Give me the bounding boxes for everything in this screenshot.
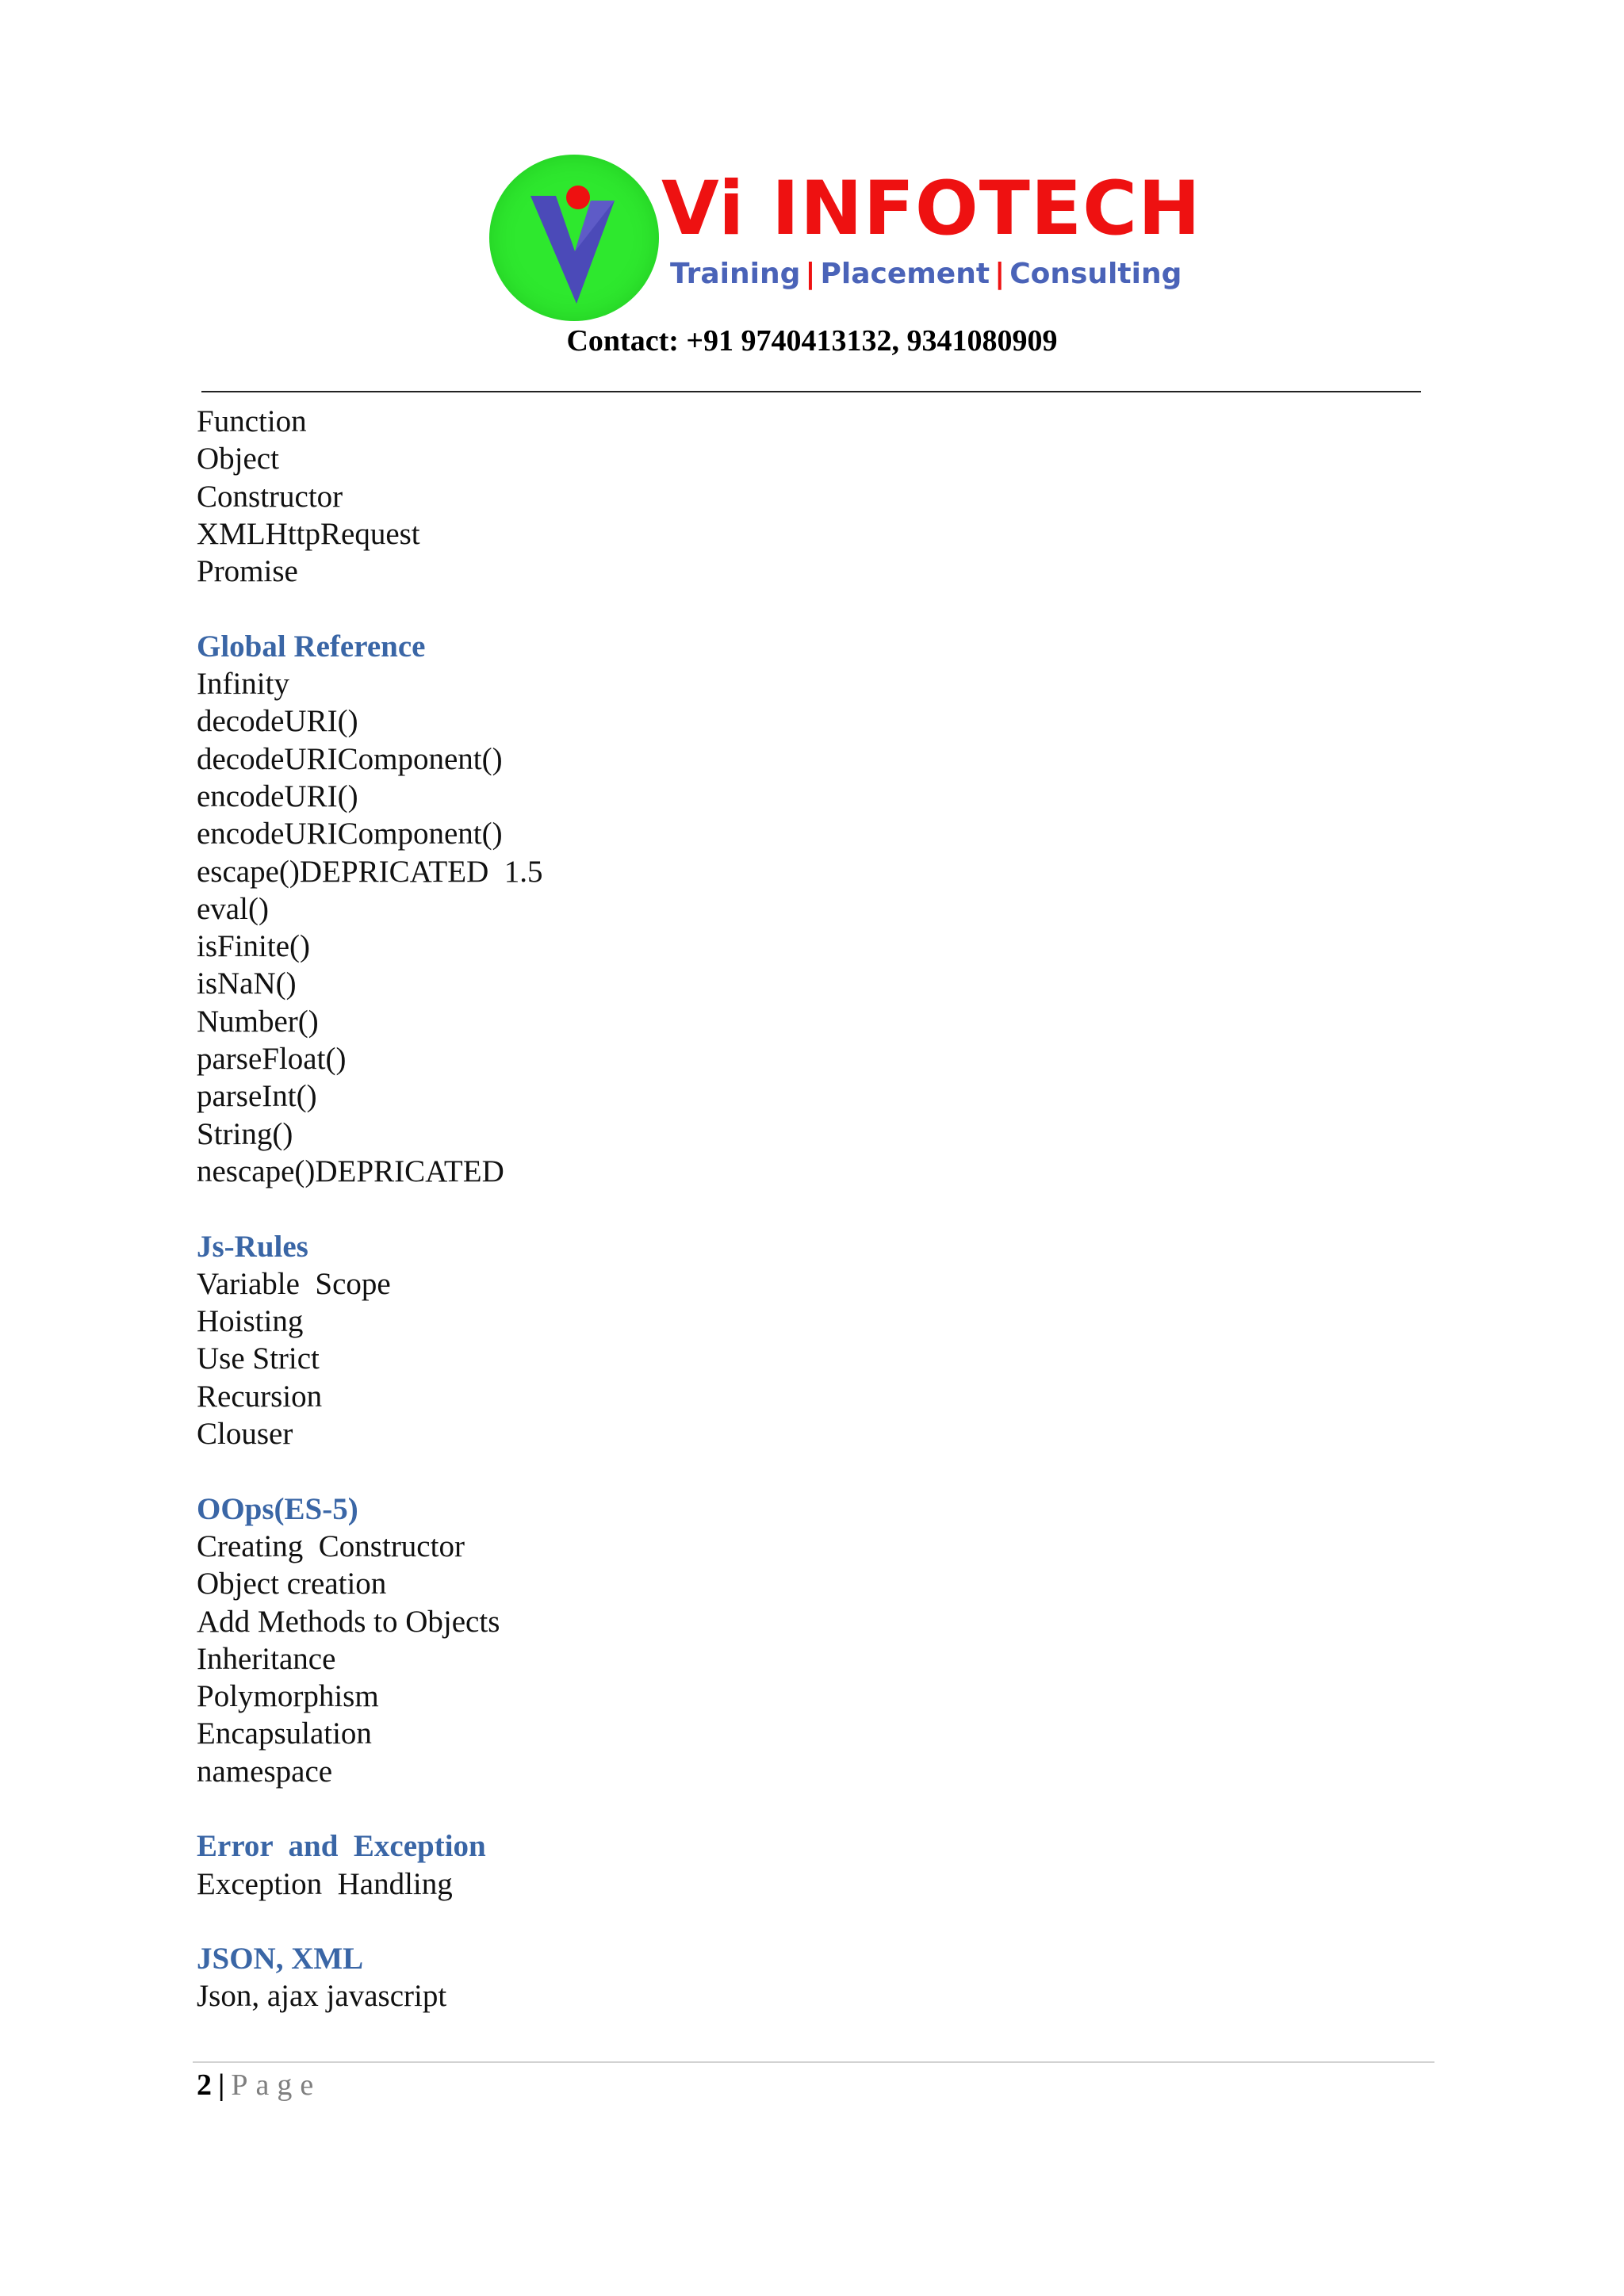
page-footer <box>197 2066 321 2104</box>
list-item: Inheritance <box>197 1641 336 1676</box>
list-item: Add Methods to Objects <box>197 1604 500 1639</box>
list-item: parseFloat() <box>197 1042 347 1077</box>
list-item: isFinite() <box>197 929 310 964</box>
list-item: encodeURIComponent() <box>197 817 503 851</box>
list-item: decodeURIComponent() <box>197 741 503 776</box>
brand-name: Vi INFOTECH <box>661 166 1201 252</box>
section-heading: Global Reference <box>197 629 426 664</box>
list-item: nescape()DEPRICATED <box>197 1154 504 1188</box>
list-item: Number() <box>197 1004 319 1039</box>
list-item: eval() <box>197 891 269 926</box>
header-divider <box>201 391 1421 392</box>
tagline-consulting: Consulting <box>1009 258 1182 290</box>
vi-logo-graphic <box>489 155 659 321</box>
list-item: Use Strict <box>197 1341 320 1376</box>
page-number: 2 <box>197 2068 212 2102</box>
section-oops <box>197 1490 1386 1790</box>
list-item: Promise <box>197 554 298 589</box>
tagline-placement: Placement <box>820 258 990 290</box>
section-heading: Error and Exception <box>197 1829 486 1864</box>
list-item: Creating Constructor <box>197 1529 465 1563</box>
list-item: Json, ajax javascript <box>197 1979 447 2014</box>
company-logo <box>489 153 1201 327</box>
intro-list <box>197 403 1386 590</box>
list-item: namespace <box>197 1754 333 1789</box>
list-item: Polymorphism <box>197 1679 379 1714</box>
footer-divider <box>193 2061 1434 2063</box>
list-item: Object <box>197 442 279 476</box>
page-content <box>197 403 1386 2015</box>
list-item: Exception Handling <box>197 1866 453 1901</box>
contact-line: Contact: +91 9740413132, 9341080909 <box>566 324 1058 358</box>
section-heading: OOps(ES-5) <box>197 1491 358 1526</box>
section-global-reference <box>197 628 1386 1190</box>
list-item: encodeURI() <box>197 779 358 813</box>
list-item: escape()DEPRICATED 1.5 <box>197 854 543 889</box>
section-heading: JSON, XML <box>197 1942 364 1976</box>
brand-tagline <box>670 260 1182 289</box>
section-js-rules <box>197 1228 1386 1453</box>
spacer <box>197 1903 1386 1940</box>
list-item: String() <box>197 1116 293 1151</box>
list-item: Constructor <box>197 479 343 514</box>
list-item: Infinity <box>197 667 289 702</box>
list-item: XMLHttpRequest <box>197 516 420 551</box>
list-item: Recursion <box>197 1379 323 1414</box>
list-item: parseInt() <box>197 1079 317 1114</box>
page-label: Page <box>231 2068 322 2102</box>
tagline-training: Training <box>670 258 801 290</box>
section-json-xml <box>197 1940 1386 2015</box>
section-heading: Js-Rules <box>197 1229 308 1264</box>
list-item: Hoisting <box>197 1304 304 1339</box>
spacer <box>197 1452 1386 1490</box>
spacer <box>197 1790 1386 1827</box>
spacer <box>197 590 1386 627</box>
tagline-separator: | <box>994 258 1005 290</box>
list-item: isNaN() <box>197 966 297 1001</box>
list-item: decodeURI() <box>197 704 358 739</box>
list-item: Clouser <box>197 1417 293 1452</box>
section-error-exception <box>197 1827 1386 1903</box>
list-item: Variable Scope <box>197 1266 391 1301</box>
list-item: Object creation <box>197 1567 387 1601</box>
footer-separator: | <box>218 2068 225 2102</box>
list-item: Encapsulation <box>197 1716 372 1751</box>
spacer <box>197 1190 1386 1227</box>
list-item: Function <box>197 404 307 438</box>
tagline-separator: | <box>805 258 816 290</box>
vi-logo-icon <box>489 155 659 321</box>
